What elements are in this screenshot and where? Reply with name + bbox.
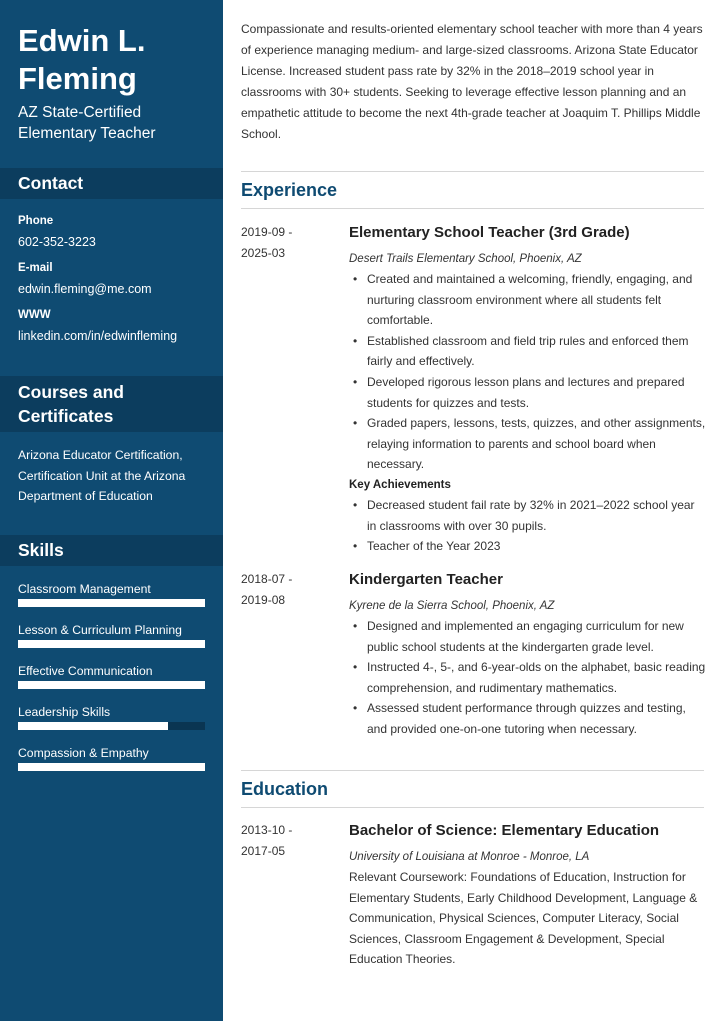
skill-name: Effective Communication bbox=[18, 664, 153, 678]
skill-level-bar bbox=[18, 599, 205, 607]
job-1-achievements bbox=[349, 495, 707, 557]
skill-item bbox=[18, 746, 205, 771]
summary: Compassionate and results-oriented elementary school teacher with more than 4 years of experience managing medium- and large-sized classrooms. Arizona State Educator License. Increased student pass rate by 32% in the 2018–2019 school year in classrooms with 30+ students. Seeking to leverage effective lesson planning and an empathetic attitude to become the next 4th-grade teacher at Joaquim T. Phillips Middle School. bbox=[241, 22, 703, 141]
job-1-date-start: 2019-09 - bbox=[241, 225, 293, 239]
job-2-dates bbox=[241, 569, 336, 611]
education-date-end: 2017-05 bbox=[241, 844, 286, 858]
job-1-title: Elementary School Teacher (3rd Grade) bbox=[349, 224, 630, 241]
skill-item bbox=[18, 623, 205, 648]
degree: Bachelor of Science: Elementary Education bbox=[349, 822, 660, 839]
job-2-org: Kyrene de la Sierra School, Phoenix, AZ bbox=[349, 600, 555, 612]
coursework: Relevant Coursework: Foundations of Education, Instruction for Elementary Students, Early Childhood Development, Language & Communication, Physical Sciences, Computer Literacy, Social Sciences, Classroom Engagement & Development, Special Education Theories. bbox=[349, 870, 698, 967]
skill-level-fill bbox=[18, 722, 168, 730]
courses-text: Arizona Educator Certification, Certification Unit at the Arizona Department of Education bbox=[18, 448, 186, 503]
job-2-title: Kindergarten Teacher bbox=[349, 571, 503, 588]
job-1-dates bbox=[241, 222, 336, 264]
skill-level-fill bbox=[18, 640, 205, 648]
list-item: • Assessed student performance through quizzes and testing, and provided one-on-one tutoring when necessary. bbox=[349, 698, 707, 739]
skill-item bbox=[18, 664, 205, 689]
skill-level-fill bbox=[18, 763, 205, 771]
key-achievements-heading: Key Achievements bbox=[349, 478, 451, 491]
list-item: • Graded papers, lessons, tests, quizzes, and other assignments, relaying information to parents and school board when necessary. bbox=[349, 413, 707, 475]
skill-level-bar bbox=[18, 763, 205, 771]
job-1-date-end: 2025-03 bbox=[241, 246, 286, 260]
skill-level-fill bbox=[18, 681, 205, 689]
education-entry bbox=[349, 820, 707, 970]
skill-name: Classroom Management bbox=[18, 582, 151, 596]
list-item: • Designed and implemented an engaging curriculum for new public school students at the kindergarten grade level. bbox=[349, 616, 707, 657]
skill-name: Lesson & Curriculum Planning bbox=[18, 623, 182, 637]
list-item: • Teacher of the Year 2023 bbox=[349, 536, 707, 557]
job-2-date-end: 2019-08 bbox=[241, 593, 286, 607]
candidate-name: Edwin L. Fleming bbox=[18, 23, 146, 96]
list-item: • Established classroom and field trip rules and enforced them fairly and effectively. bbox=[349, 331, 707, 372]
list-item: • Developed rigorous lesson plans and lectures and prepared students for quizzes and tests. bbox=[349, 372, 707, 413]
list-item: • Created and maintained a welcoming, friendly, engaging, and nurturing classroom environment where all students felt comfortable. bbox=[349, 269, 707, 331]
skill-item bbox=[18, 705, 205, 730]
list-item: • Instructed 4-, 5-, and 6-year-olds on the alphabet, basic reading comprehension, and rudimentary mathematics. bbox=[349, 657, 707, 698]
skill-level-fill bbox=[18, 599, 205, 607]
list-item: • Decreased student fail rate by 32% in 2021–2022 school year in classrooms with over 30 pupils. bbox=[349, 495, 707, 536]
sidebar bbox=[0, 0, 223, 1021]
courses-heading: Courses and Certificates bbox=[0, 376, 223, 432]
contact-heading: Contact bbox=[0, 168, 223, 199]
job-2-date-start: 2018-07 - bbox=[241, 572, 293, 586]
main-content bbox=[223, 0, 722, 1021]
www-value: linkedin.com/in/edwinfleming bbox=[18, 329, 178, 343]
email-label: E-mail bbox=[18, 262, 53, 274]
job-2-bullets bbox=[349, 616, 707, 740]
skill-name: Leadership Skills bbox=[18, 705, 111, 719]
school: University of Louisiana at Monroe - Monroe, LA bbox=[349, 851, 590, 863]
skill-name: Compassion & Empathy bbox=[18, 746, 149, 760]
job-1-bullets bbox=[349, 269, 707, 475]
skill-level-bar bbox=[18, 722, 205, 730]
skill-level-bar bbox=[18, 681, 205, 689]
education-date-start: 2013-10 - bbox=[241, 823, 293, 837]
skill-level-bar bbox=[18, 640, 205, 648]
experience-heading: Experience bbox=[241, 171, 704, 209]
candidate-title: AZ State-Certified Elementary Teacher bbox=[18, 104, 156, 142]
job-2 bbox=[349, 569, 707, 740]
skills-heading: Skills bbox=[0, 535, 223, 566]
phone-label: Phone bbox=[18, 215, 54, 227]
job-1 bbox=[349, 222, 707, 557]
phone-value: 602-352-3223 bbox=[18, 235, 96, 249]
education-heading: Education bbox=[241, 770, 704, 808]
skill-item bbox=[18, 582, 205, 607]
www-label: WWW bbox=[18, 309, 51, 321]
education-dates bbox=[241, 820, 336, 862]
job-1-org: Desert Trails Elementary School, Phoenix, AZ bbox=[349, 253, 582, 265]
email-value: edwin.fleming@me.com bbox=[18, 282, 152, 296]
